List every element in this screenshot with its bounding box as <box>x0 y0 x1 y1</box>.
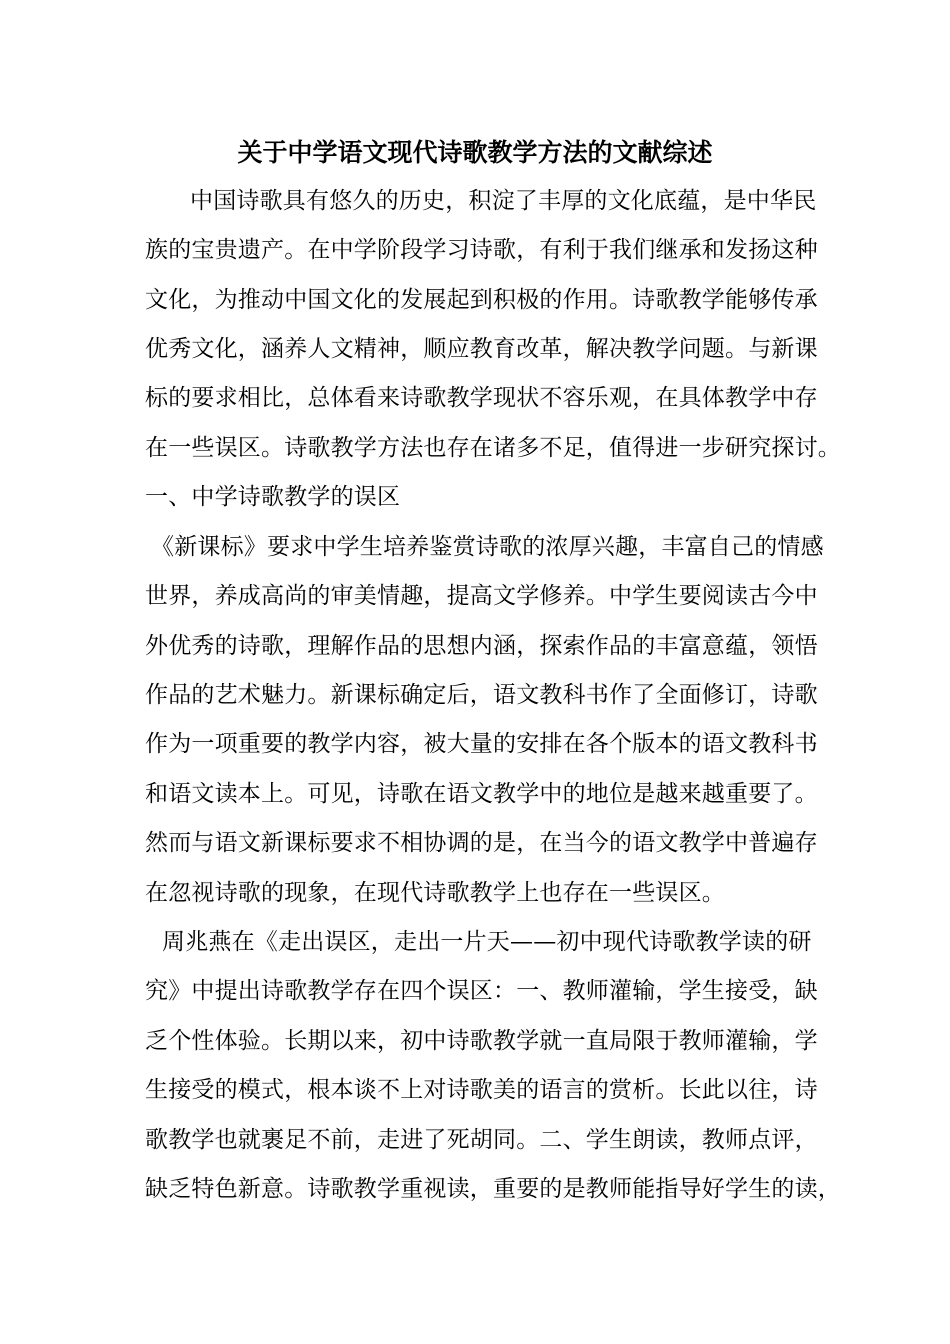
paragraph-line: 究》中提出诗歌教学存在四个误区：一、教师灌输，学生接受，缺 <box>145 978 818 1004</box>
paragraph-line: 作品的艺术魅力。新课标确定后，语文教科书作了全面修订，诗歌 <box>145 682 818 708</box>
paragraph-line: 外优秀的诗歌，理解作品的思想内涵，探索作品的丰富意蕴，领悟 <box>145 633 818 659</box>
section-heading: 一、中学诗歌教学的误区 <box>145 484 401 510</box>
paragraph-line: 缺乏特色新意。诗歌教学重视读，重要的是教师能指导好学生的读， <box>145 1176 841 1202</box>
paragraph-line: 标的要求相比，总体看来诗歌教学现状不容乐观，在具体教学中存 <box>145 385 818 411</box>
paragraph-line: 乏个性体验。长期以来，初中诗歌教学就一直局限于教师灌输，学 <box>145 1028 818 1054</box>
paragraph-line: 在忽视诗歌的现象，在现代诗歌教学上也存在一些误区。 <box>145 880 725 906</box>
paragraph-line: 歌教学也就裹足不前，走进了死胡同。二、学生朗读，教师点评， <box>145 1127 818 1153</box>
paragraph-line: 和语文读本上。可见，诗歌在语文教学中的地位是越来越重要了。 <box>145 781 818 807</box>
paragraph-line: 作为一项重要的教学内容，被大量的安排在各个版本的语文教科书 <box>145 731 818 757</box>
paragraph-line: 周兆燕在《走出误区，走出一片天——初中现代诗歌教学读的研 <box>162 929 812 955</box>
paragraph-line: 世界，养成高尚的审美情趣，提高文学修养。中学生要阅读古今中 <box>145 583 818 609</box>
paragraph-line: 生接受的模式，根本谈不上对诗歌美的语言的赏析。长此以往，诗 <box>145 1077 818 1103</box>
paragraph-line: 《新课标》要求中学生培养鉴赏诗歌的浓厚兴趣，丰富自己的情感 <box>151 534 824 560</box>
paragraph-line: 族的宝贵遗产。在中学阶段学习诗歌，有利于我们继承和发扬这种 <box>145 237 818 263</box>
paragraph-line: 优秀文化，涵养人文精神，顺应教育改革，解决教学问题。与新课 <box>145 336 818 362</box>
paragraph-line: 文化，为推动中国文化的发展起到积极的作用。诗歌教学能够传承 <box>145 287 818 313</box>
paragraph-line: 中国诗歌具有悠久的历史，积淀了丰厚的文化底蕴，是中华民 <box>190 188 817 214</box>
document-title: 关于中学语文现代诗歌教学方法的文献综述 <box>237 138 713 167</box>
paragraph-line: 然而与语文新课标要求不相协调的是，在当今的语文教学中普遍存 <box>145 830 818 856</box>
paragraph-line: 在一些误区。诗歌教学方法也存在诸多不足，值得进一步研究探讨。 <box>145 435 841 461</box>
